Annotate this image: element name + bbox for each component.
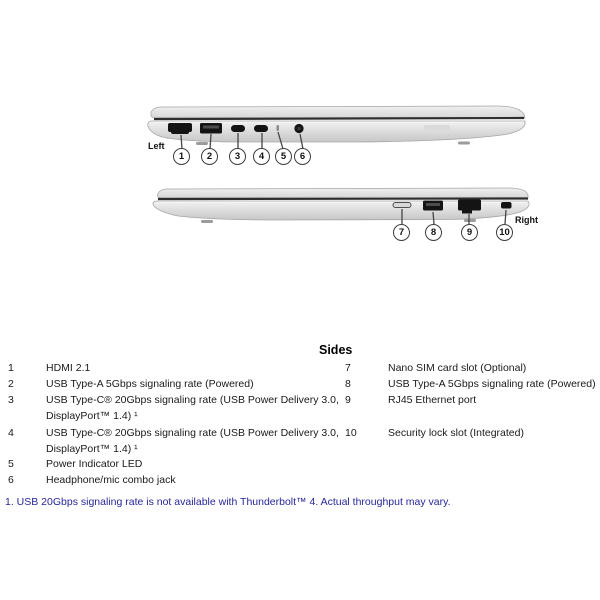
legend-description: Power Indicator LED	[46, 458, 143, 470]
callout-3: 3	[229, 148, 246, 165]
legend-number: 3	[8, 394, 14, 406]
left-side-label: Left	[148, 141, 165, 151]
legend-description: USB Type-A 5Gbps signaling rate (Powered)	[388, 378, 596, 390]
rj45-ethernet-port-icon	[458, 200, 481, 211]
rubber-foot	[464, 219, 476, 222]
headphone-jack-hole	[297, 127, 301, 131]
usb-c-port-icon-1	[231, 125, 245, 132]
rubber-foot	[201, 220, 213, 223]
legend-number: 10	[345, 427, 357, 439]
hdmi-port-icon	[171, 130, 189, 134]
legend-description: USB Type-C® 20Gbps signaling rate (USB Power Delivery 3.0, DisplayPort™ 1.4) ¹	[46, 394, 339, 422]
chassis-marking	[424, 125, 450, 130]
callout-5: 5	[275, 148, 292, 165]
callout-9: 9	[461, 224, 478, 241]
callout-7: 7	[393, 224, 410, 241]
legend-description: Security lock slot (Integrated)	[388, 427, 524, 439]
footnote-usb-signaling: 1. USB 20Gbps signaling rate is not available with Thunderbolt™ 4. Actual throughput may vary.	[5, 496, 451, 508]
legend-title: Sides	[319, 343, 353, 357]
laptop-lid	[151, 106, 525, 118]
legend-number: 1	[8, 362, 14, 374]
legend-description: HDMI 2.1	[46, 362, 91, 374]
legend-number: 6	[8, 474, 14, 486]
rubber-foot	[458, 142, 470, 145]
usb-a-tongue	[426, 203, 440, 206]
nano-sim-slot-icon	[393, 203, 411, 208]
legend-number: 7	[345, 362, 351, 374]
laptop-right-side-view	[150, 184, 534, 248]
security-lock-slot-icon	[501, 202, 512, 209]
callout-2: 2	[201, 148, 218, 165]
laptop-lid	[158, 188, 529, 198]
legend-description: RJ45 Ethernet port	[388, 394, 477, 406]
legend-number: 5	[8, 458, 14, 470]
callout-1: 1	[173, 148, 190, 165]
legend-description: Nano SIM card slot (Optional)	[388, 362, 527, 374]
callout-10: 10	[496, 224, 513, 241]
legend-number: 8	[345, 378, 351, 390]
lid-seam-line	[158, 199, 528, 200]
callout-8: 8	[425, 224, 442, 241]
legend-number: 9	[345, 394, 351, 406]
usb-a-tongue	[203, 126, 219, 129]
lid-seam-line	[154, 118, 524, 119]
legend-number: 2	[8, 378, 14, 390]
callout-4: 4	[253, 148, 270, 165]
callout-6: 6	[294, 148, 311, 165]
rj45-clip-notch	[462, 210, 472, 214]
legend-description: USB Type-A 5Gbps signaling rate (Powered)	[46, 378, 254, 390]
legend-number: 4	[8, 427, 14, 439]
rubber-foot	[196, 142, 208, 145]
legend-description: Headphone/mic combo jack	[46, 474, 176, 486]
power-led-icon	[277, 125, 280, 131]
legend-description: USB Type-C® 20Gbps signaling rate (USB Power Delivery 3.0, DisplayPort™ 1.4) ¹	[46, 427, 339, 455]
right-side-label: Right	[515, 215, 538, 225]
usb-c-port-icon-2	[254, 125, 268, 132]
